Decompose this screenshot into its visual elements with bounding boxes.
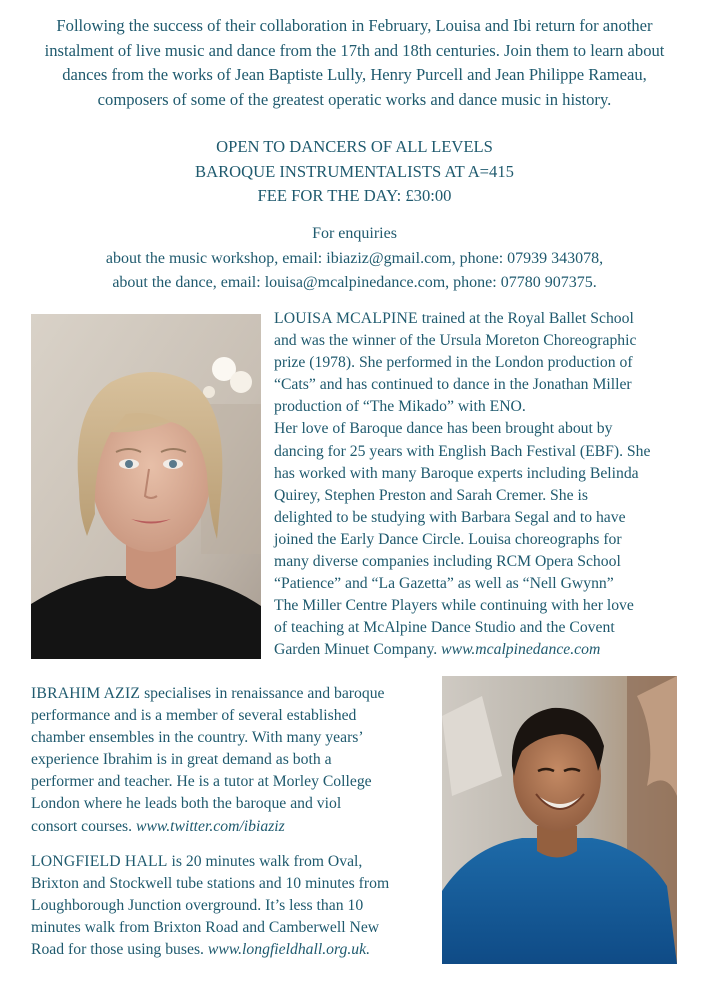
louisa-name: LOUISA MCALPINE bbox=[274, 310, 418, 327]
intro-line: Following the success of their collaboration in February, Louisa and Ibi return for another bbox=[56, 16, 653, 35]
enquiries-title: For enquiries bbox=[312, 225, 397, 242]
fee: FEE FOR THE DAY: £30:00 bbox=[257, 186, 452, 206]
venue-website-link[interactable]: www.longfieldhall.org.uk. bbox=[207, 941, 371, 959]
louisa-photo bbox=[31, 314, 261, 659]
ibrahim-name: IBRAHIM AZIZ bbox=[31, 685, 141, 702]
intro-line: composers of some of the greatest operatic works and dance music in history. bbox=[97, 90, 612, 110]
intro-line: dances from the works of Jean Baptiste Lully, Henry Purcell and Jean Philippe Rameau, bbox=[62, 65, 647, 85]
dance-contact: about the dance, email: louisa@mcalpinedance.com, phone: 07780 907375. bbox=[112, 274, 597, 291]
dancer-levels: OPEN TO DANCERS OF ALL LEVELS bbox=[216, 137, 493, 156]
music-contact: about the music workshop, email: ibiaziz@gmail.com, phone: 07939 343078, bbox=[105, 249, 604, 267]
event-info bbox=[10, 135, 699, 209]
ibrahim-twitter-link[interactable]: www.twitter.com/ibiaziz bbox=[136, 817, 285, 835]
venue-name: LONGFIELD HALL bbox=[31, 853, 168, 870]
intro-line: instalment of live music and dance from the 17th and 18th centuries. Join them to learn about bbox=[44, 40, 665, 60]
louisa-website-link[interactable]: www.mcalpinedance.com bbox=[441, 641, 601, 659]
louisa-bio: LOUISA MCALPINE trained at the Royal Ballet School and was the winner of the Ursula Moreton Choreographic prize (1978). She performed in the London production of “Cats” and has continued to dance in the Jonathan Miller production of “The Mikado” with ENO. Her love of Baroque dance has been brought about by dancing for 25 years with English Bach Festival (EBF). She has worked with many Baroque experts including Belinda Quirey, Stephen Preston and Sarah Cremer. She is delighted to be studying with Barbara Segal and to have joined the Early Dance Circle. Louisa choreographs for many diverse companies including RCM Opera School “Patience” and “La Gazetta” as well as “Nell Gwynn” The Miller Centre Players while continuing with her love of teaching at McAlpine Dance Studio and the Covent Garden Minuet Company. www.mcalpinedance.com bbox=[274, 310, 651, 659]
enquiries bbox=[10, 222, 699, 296]
ibrahim-photo bbox=[442, 676, 677, 964]
venue-info: LONGFIELD HALL is 20 minutes walk from Oval, Brixton and Stockwell tube stations and 10 minutes from Loughborough Junction overground. It’s less than 10 minutes walk from Brixton Road and Camberwell New Road for those using buses. www.longfieldhall.org.uk. bbox=[31, 853, 390, 959]
ibrahim-bio: IBRAHIM AZIZ specialises in renaissance and baroque performance and is a member of several established chamber ensembles in the country. With many years’ experience Ibrahim is in great demand as both a performer and teacher. He is a tutor at Morley College London where he leads both the baroque and viol consort courses. www.twitter.com/ibiaziz bbox=[31, 685, 385, 835]
intro-paragraph bbox=[10, 14, 699, 113]
instrument-pitch: BAROQUE INSTRUMENTALISTS AT A=415 bbox=[195, 161, 514, 181]
